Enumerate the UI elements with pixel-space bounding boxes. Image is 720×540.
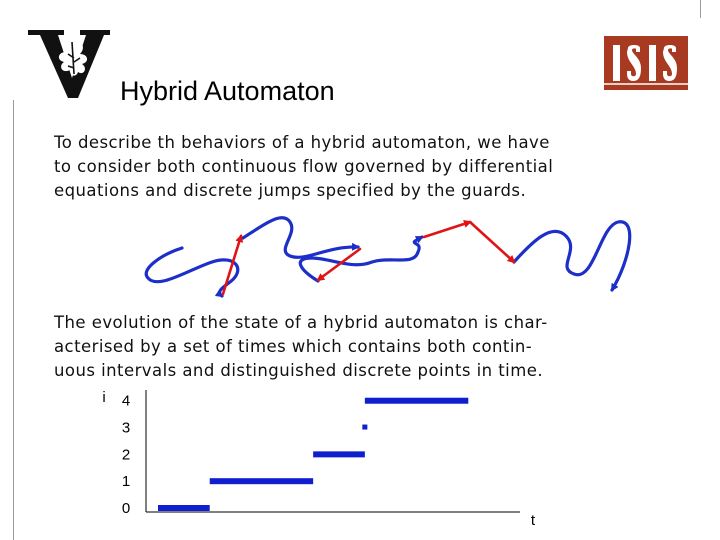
- paragraph-line: uous intervals and distinguished discrete points in time.: [54, 361, 544, 380]
- y-axis-label: i: [102, 389, 106, 406]
- y-tick-label: 4: [121, 392, 131, 410]
- paragraph-line: to consider both continuous flow governed by differential: [54, 157, 554, 176]
- jump-arrow: [470, 222, 514, 262]
- interval-bar: [313, 451, 365, 457]
- interval-bar: [158, 505, 210, 511]
- y-tick-labels: [122, 393, 130, 517]
- hybrid-time-chart: [90, 380, 550, 540]
- interval-bar: [365, 398, 468, 404]
- y-tick-label: 2: [121, 446, 131, 464]
- interval-bar: [210, 478, 313, 484]
- paragraph-line: The evolution of the state of a hybrid automaton is char-: [54, 313, 548, 332]
- paragraph-line: acterised by a set of times which contains both contin-: [54, 337, 533, 356]
- y-tick-label: 0: [121, 500, 131, 517]
- flow-curve: [300, 237, 422, 281]
- paragraph-hybrid-time: [54, 311, 624, 383]
- x-axis-label: t: [530, 512, 536, 529]
- paragraph-line: To describe th behaviors of a hybrid automaton, we have: [54, 133, 550, 152]
- y-tick-label: 1: [121, 473, 131, 491]
- jump-arrow: [424, 222, 470, 237]
- flow-curve: [243, 218, 358, 258]
- y-tick-label: 3: [121, 419, 131, 437]
- slide-title: Hybrid Automaton: [120, 76, 335, 106]
- interval-segments: [158, 398, 468, 511]
- discrete-point: [362, 425, 367, 430]
- paragraph-line: equations and discrete jumps specified by the guards.: [54, 181, 527, 200]
- flow-curve: [514, 222, 630, 290]
- jump-arrow: [223, 236, 241, 294]
